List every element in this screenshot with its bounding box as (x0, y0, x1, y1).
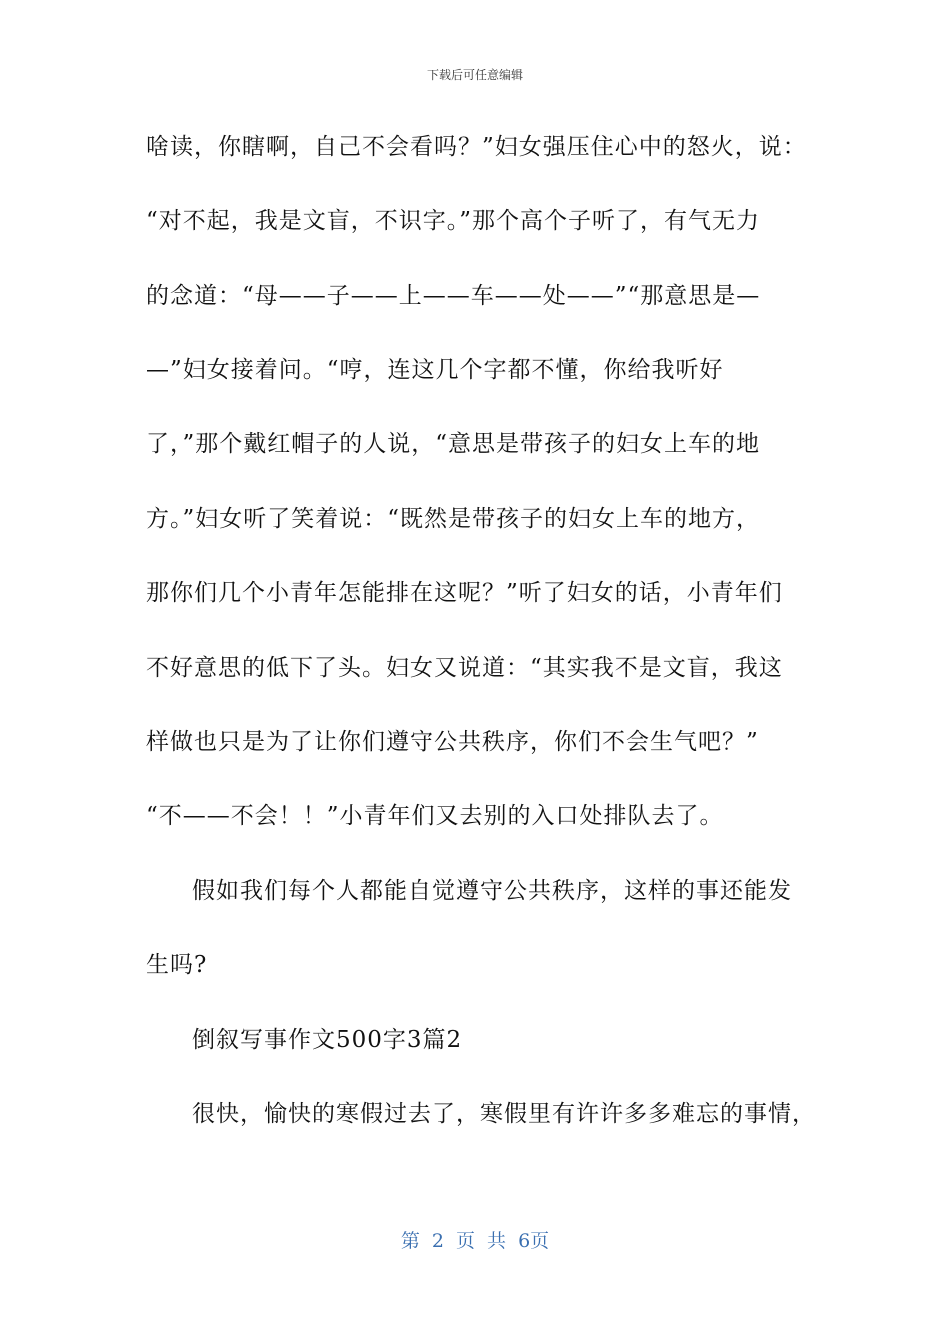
body-line: —”妇女接着问。“哼，连这几个字都不懂，你给我听好 (146, 357, 724, 383)
body-line: 生吗? (146, 952, 208, 978)
body-line: “对不起，我是文盲，不识字。”那个高个子听了，有气无力 (146, 208, 761, 234)
body-line: 方。”妇女听了笑着说：“既然是带孩子的妇女上车的地方， (146, 506, 761, 532)
page-number: 第 2 页 共 6页 (400, 1230, 550, 1252)
body-line: 那你们几个小青年怎能排在这呢？”听了妇女的话，小青年们 (146, 580, 783, 606)
body-line: 的念道：“母——子——上——车——处——”“那意思是— (146, 283, 761, 309)
body-line: 了，”那个戴红帽子的人说，“意思是带孩子的妇女上车的地 (146, 431, 761, 457)
body-line: 不好意思的低下了头。妇女又说道：“其实我不是文盲，我这 (146, 655, 783, 681)
paragraph-start-line: 假如我们每个人都能自觉遵守公共秩序，这样的事还能发 (192, 878, 792, 904)
body-line: “不——不会！！”小青年们又去别的入口处排队去了。 (146, 803, 724, 829)
body-line: 啥读，你瞎啊，自己不会看吗？”妇女强压住心中的怒火，说： (146, 134, 807, 160)
body-line: 样做也只是为了让你们遵守公共秩序，你们不会生气吧？” (146, 729, 759, 755)
paragraph-start-line: 很快，愉快的寒假过去了，寒假里有许许多多难忘的事情， (192, 1101, 816, 1127)
section-heading: 倒叙写事作文500字3篇2 (192, 1027, 463, 1053)
page-header: 下载后可任意编辑 (426, 68, 523, 82)
